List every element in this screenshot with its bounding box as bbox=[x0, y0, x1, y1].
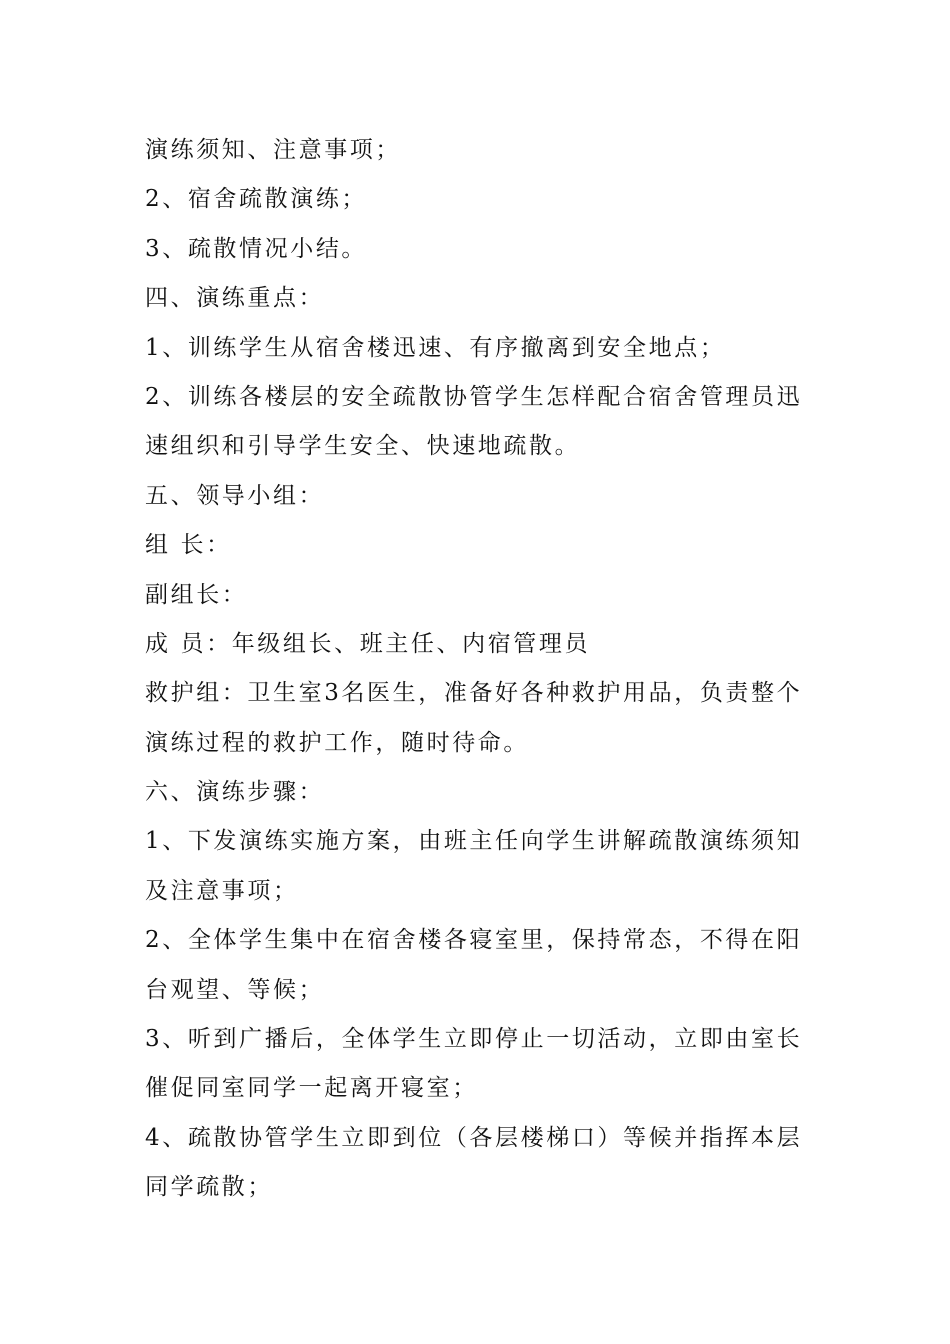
text-line: 同学疏散； bbox=[145, 1174, 273, 1201]
text-line: 3、听到广播后，全体学生立即停止一切活动，立即由室长 bbox=[145, 1026, 803, 1053]
document-body bbox=[145, 126, 815, 1213]
section-heading: 四、演练重点： bbox=[145, 285, 325, 312]
text-line: 1、训练学生从宿舍楼迅速、有序撤离到安全地点； bbox=[145, 334, 726, 361]
text-line: 及注意事项； bbox=[145, 877, 299, 904]
text-line: 副组长： bbox=[145, 581, 248, 608]
text-line: 4、疏散协管学生立即到位（各层楼梯口）等候并指挥本层 bbox=[145, 1124, 803, 1151]
text-line: 2、训练各楼层的安全疏散协管学生怎样配合宿舍管理员迅 bbox=[145, 383, 803, 410]
section-heading: 五、领导小组： bbox=[145, 482, 325, 509]
text-line: 2、全体学生集中在宿舍楼各寝室里，保持常态，不得在阳 bbox=[145, 927, 803, 954]
text-line: 速组织和引导学生安全、快速地疏散。 bbox=[145, 433, 581, 460]
text-line: 2、宿舍疏散演练； bbox=[145, 186, 368, 213]
text-line: 组 长： bbox=[145, 532, 232, 559]
text-line: 演练过程的救护工作，随时待命。 bbox=[145, 729, 529, 756]
section-heading: 六、演练步骤： bbox=[145, 779, 325, 806]
text-line: 成 员：年级组长、班主任、内宿管理员 bbox=[145, 630, 591, 657]
text-line: 1、下发演练实施方案，由班主任向学生讲解疏散演练须知 bbox=[145, 828, 803, 855]
text-line: 台观望、等候； bbox=[145, 976, 325, 1003]
text-line: 演练须知、注意事项； bbox=[145, 137, 401, 163]
text-line: 救护组：卫生室3名医生，准备好各种救护用品，负责整个 bbox=[145, 680, 803, 707]
text-line: 3、疏散情况小结。 bbox=[145, 235, 368, 262]
text-line: 催促同室同学一起离开寝室； bbox=[145, 1075, 478, 1102]
